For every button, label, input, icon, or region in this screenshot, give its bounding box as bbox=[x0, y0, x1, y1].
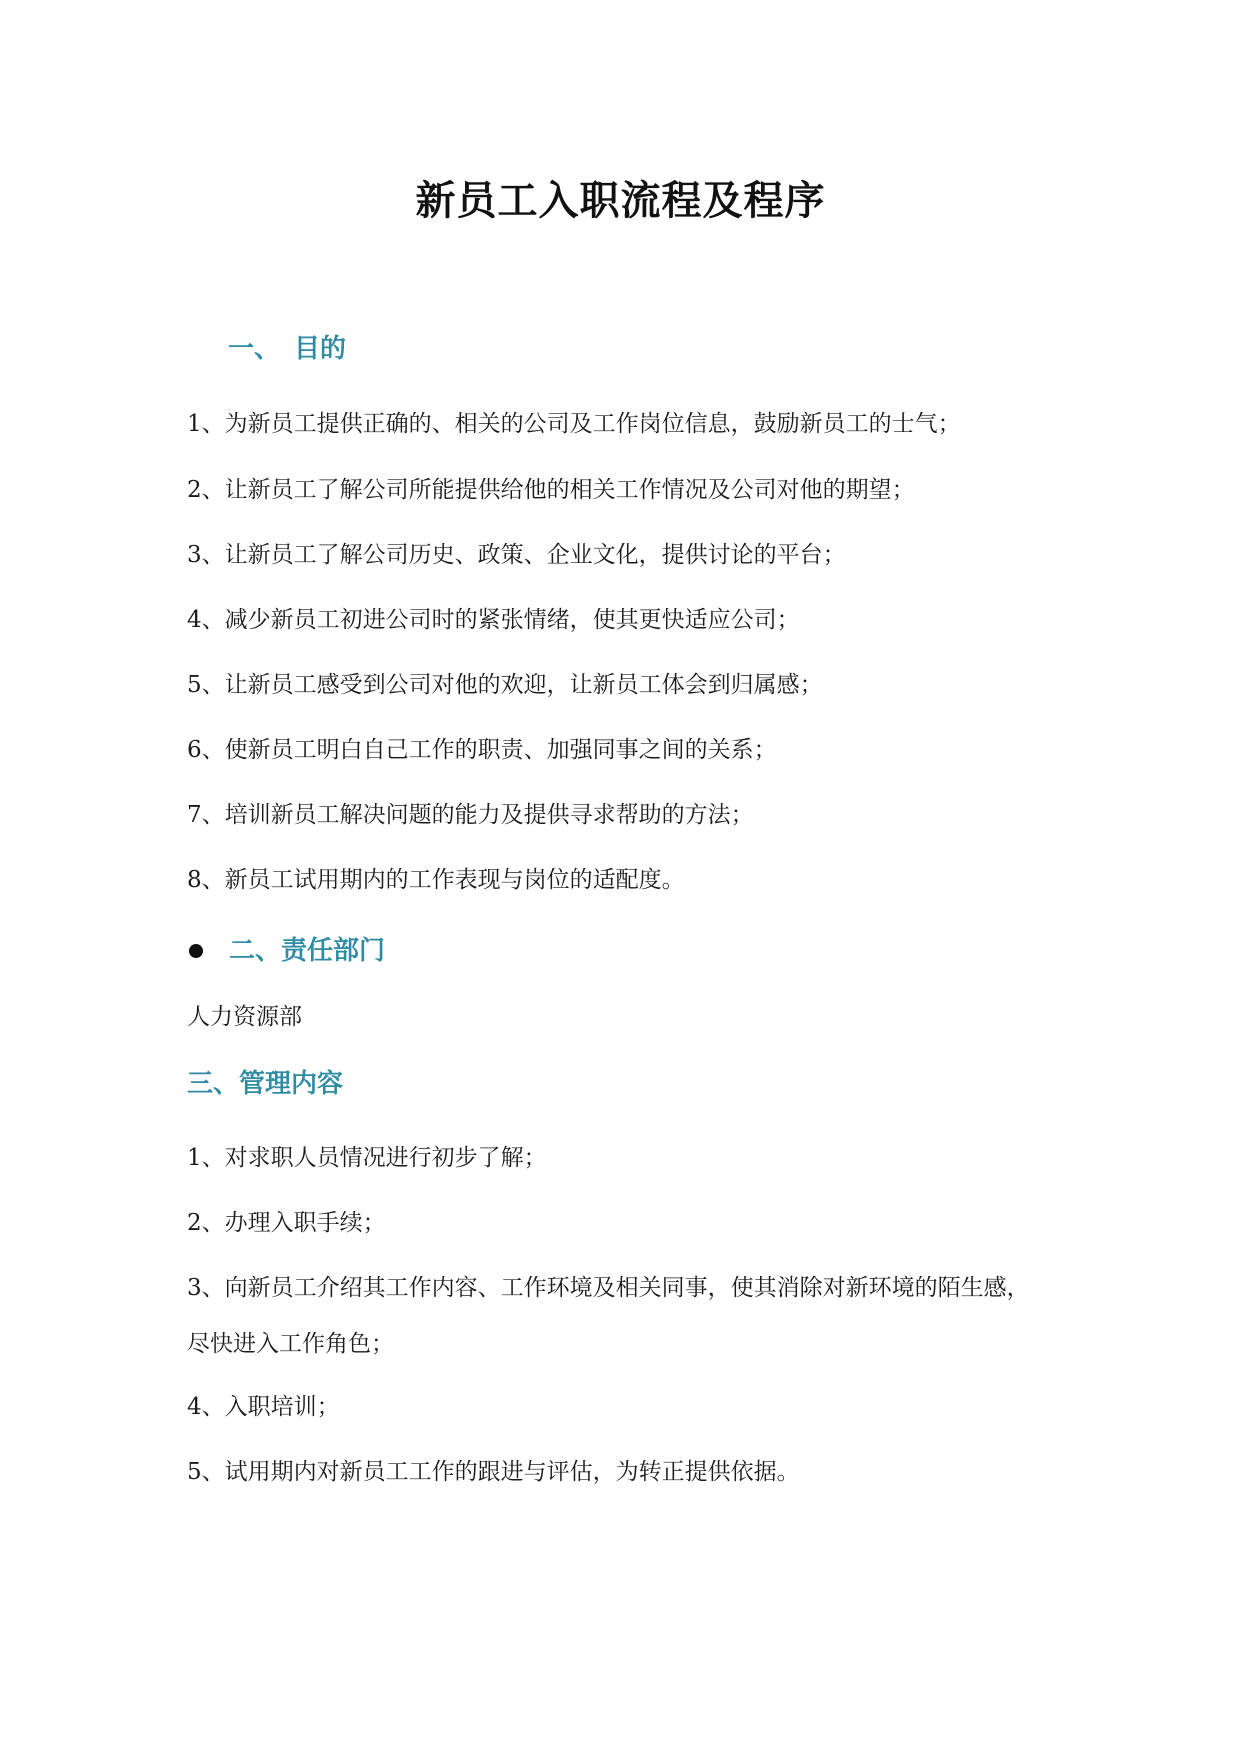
purpose-item-7: 7、培训新员工解决问题的能力及提供寻求帮助的方法； bbox=[187, 802, 754, 828]
section-heading-text: 目的 bbox=[294, 334, 347, 364]
section-heading-purpose bbox=[228, 331, 346, 367]
bullet-dot-icon bbox=[189, 944, 203, 958]
section-heading-number: 一、 bbox=[228, 334, 281, 364]
purpose-item-4: 4、减少新员工初进公司时的紧张情绪，使其更快适应公司； bbox=[187, 607, 800, 633]
section-heading-management: 三、管理内容 bbox=[187, 1069, 344, 1099]
management-item-5: 5、试用期内对新员工工作的跟进与评估，为转正提供依据。 bbox=[187, 1459, 800, 1485]
department-content: 人力资源部 bbox=[187, 1004, 302, 1030]
section-heading-department: 二、责任部门 bbox=[229, 936, 386, 966]
purpose-item-5: 5、让新员工感受到公司对他的欢迎，让新员工体会到归属感； bbox=[187, 672, 823, 698]
management-item-3: 3、向新员工介绍其工作内容、工作环境及相关同事，使其消除对新环境的陌生感，尽快进入工作角色； bbox=[187, 1275, 1030, 1357]
purpose-item-3: 3、让新员工了解公司历史、政策、企业文化，提供讨论的平台； bbox=[187, 542, 846, 568]
management-item-2: 2、办理入职手续； bbox=[187, 1210, 386, 1236]
purpose-item-1: 1、为新员工提供正确的、相关的公司及工作岗位信息，鼓励新员工的士气； bbox=[187, 411, 961, 437]
document-title: 新员工入职流程及程序 bbox=[415, 178, 826, 224]
management-item-4: 4、入职培训； bbox=[187, 1394, 340, 1420]
purpose-item-6: 6、使新员工明白自己工作的职责、加强同事之间的关系； bbox=[187, 737, 777, 763]
purpose-item-8: 8、新员工试用期内的工作表现与岗位的适配度。 bbox=[187, 867, 685, 893]
purpose-item-2: 2、让新员工了解公司所能提供给他的相关工作情况及公司对他的期望； bbox=[187, 477, 915, 503]
management-item-1: 1、对求职人员情况进行初步了解； bbox=[187, 1145, 547, 1171]
